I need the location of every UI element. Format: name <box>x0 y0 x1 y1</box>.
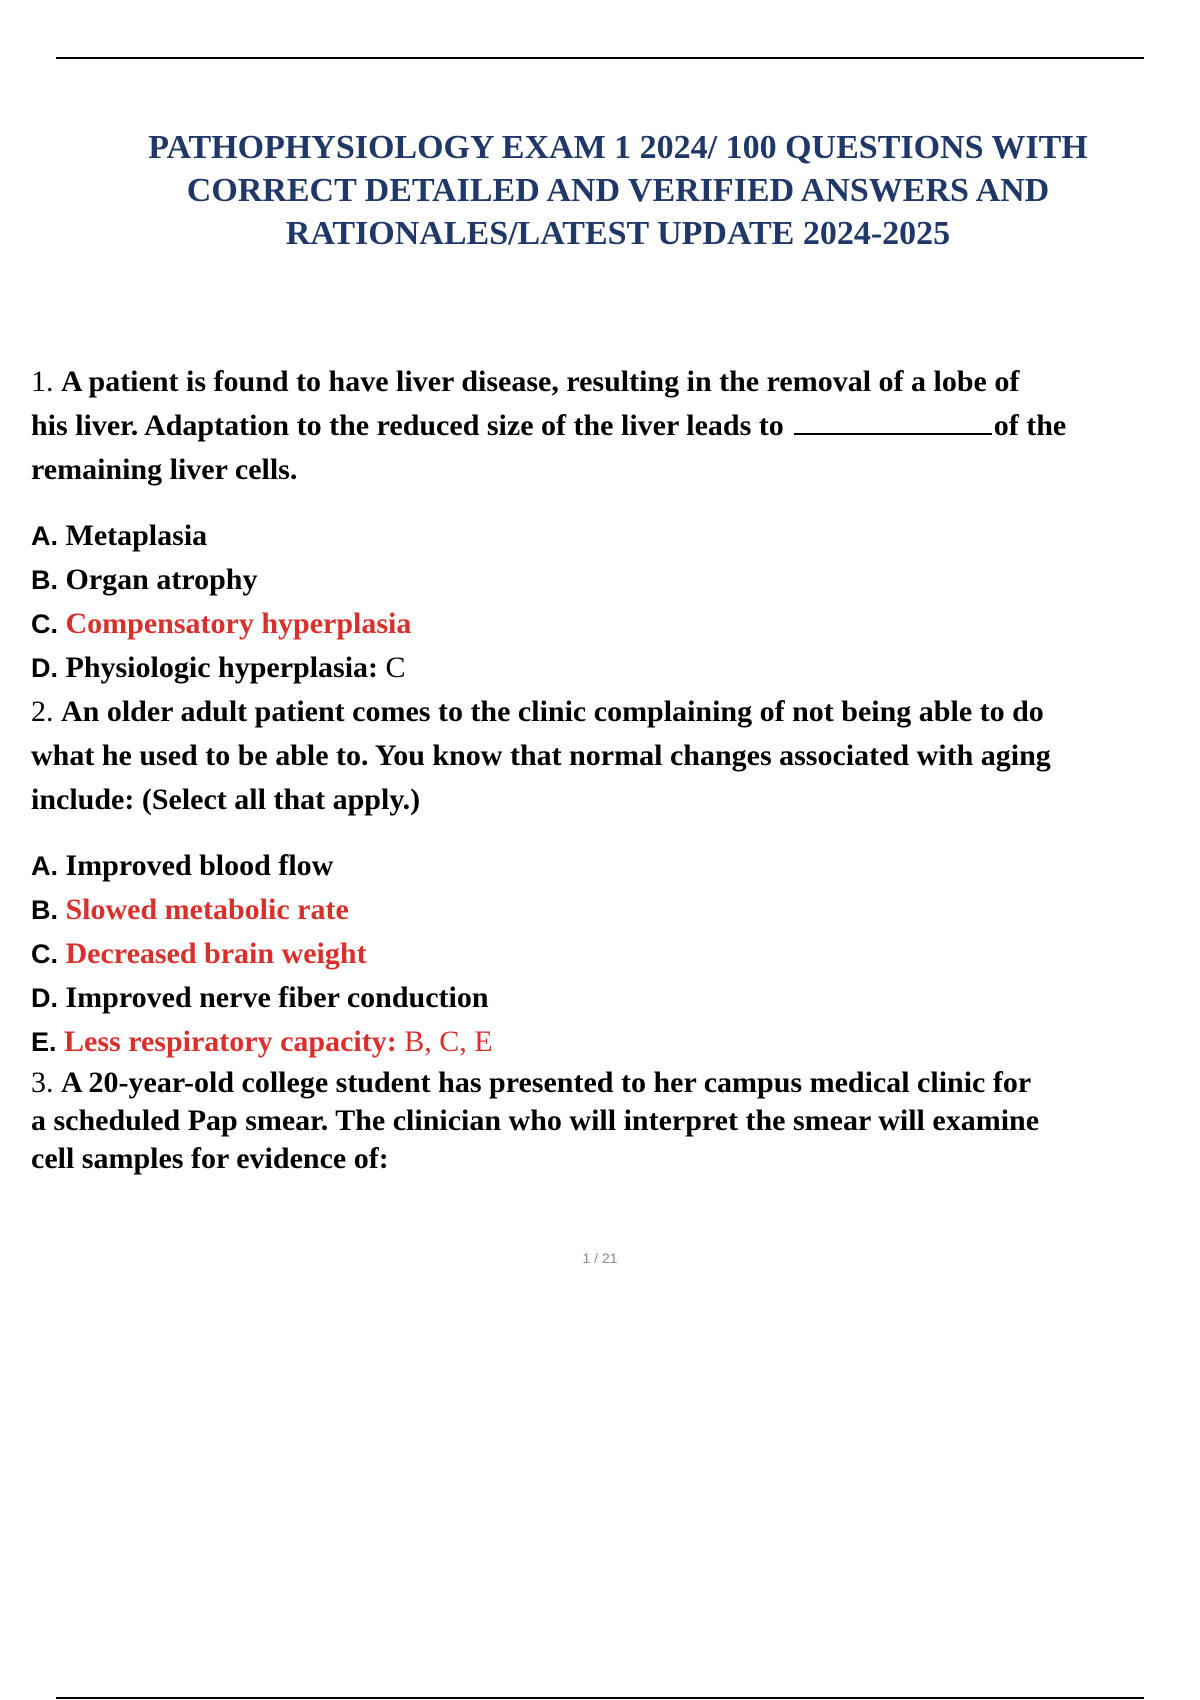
option-d: D. Improved nerve fiber conduction <box>31 981 489 1014</box>
question-stem-line: a scheduled Pap smear. The clinician who will interpret the smear will examine <box>31 1104 1040 1137</box>
correct-answer: Slowed metabolic rate <box>65 893 349 926</box>
option-c: C. Compensatory hyperplasia <box>31 607 412 640</box>
option-b: B. Organ atrophy <box>31 563 258 596</box>
question-1-options <box>31 514 1200 690</box>
fill-in-blank <box>794 409 992 435</box>
option-e: E. Less respiratory capacity: B, C, E <box>31 1025 493 1058</box>
title-line: CORRECT DETAILED AND VERIFIED ANSWERS AND <box>186 172 1050 209</box>
option-b: B. Slowed metabolic rate <box>31 893 349 926</box>
question-number: 3. <box>31 1066 54 1099</box>
question-stem-line: cell samples for evidence of: <box>31 1142 389 1175</box>
question-stem-line: 1. A patient is found to have liver disease, resulting in the removal of a lobe of <box>31 365 1020 398</box>
question-number: 1. <box>31 365 54 398</box>
question-stem-line: remaining liver cells. <box>31 453 298 486</box>
answer-key: C <box>385 651 406 684</box>
question-2-options <box>31 844 1200 1064</box>
question-number: 2. <box>31 695 54 728</box>
page-indicator: 1 / 21 <box>582 1250 618 1266</box>
correct-answer: Less respiratory capacity: <box>64 1025 397 1058</box>
question-stem-line: 3. A 20-year-old college student has presented to her campus medical clinic for <box>31 1066 1032 1099</box>
correct-answer: Decreased brain weight <box>65 937 367 970</box>
option-d: D. Physiologic hyperplasia: C <box>31 651 406 684</box>
document-title <box>60 126 1176 255</box>
bottom-rule <box>56 1697 1144 1699</box>
option-c: C. Decreased brain weight <box>31 937 367 970</box>
title-line: PATHOPHYSIOLOGY EXAM 1 2024/ 100 QUESTIONS WITH <box>148 129 1088 166</box>
document-body <box>31 360 1200 1178</box>
question-2 <box>31 690 1200 822</box>
question-stem-line: what he used to be able to. You know that normal changes associated with aging <box>31 739 1051 772</box>
option-a: A. Improved blood flow <box>31 849 334 882</box>
question-stem-line: 2. An older adult patient comes to the clinic complaining of not being able to do <box>31 695 1044 728</box>
question-stem-line: his liver. Adaptation to the reduced size of the liver leads to of the <box>31 409 1067 442</box>
question-1 <box>31 360 1200 492</box>
answer-key: B, C, E <box>404 1025 493 1058</box>
option-a: A. Metaplasia <box>31 519 208 552</box>
top-rule <box>56 57 1144 59</box>
question-3 <box>31 1064 1200 1178</box>
question-stem-line: include: (Select all that apply.) <box>31 783 421 816</box>
correct-answer: Compensatory hyperplasia <box>65 607 412 640</box>
title-line: RATIONALES/LATEST UPDATE 2024-2025 <box>285 215 951 252</box>
